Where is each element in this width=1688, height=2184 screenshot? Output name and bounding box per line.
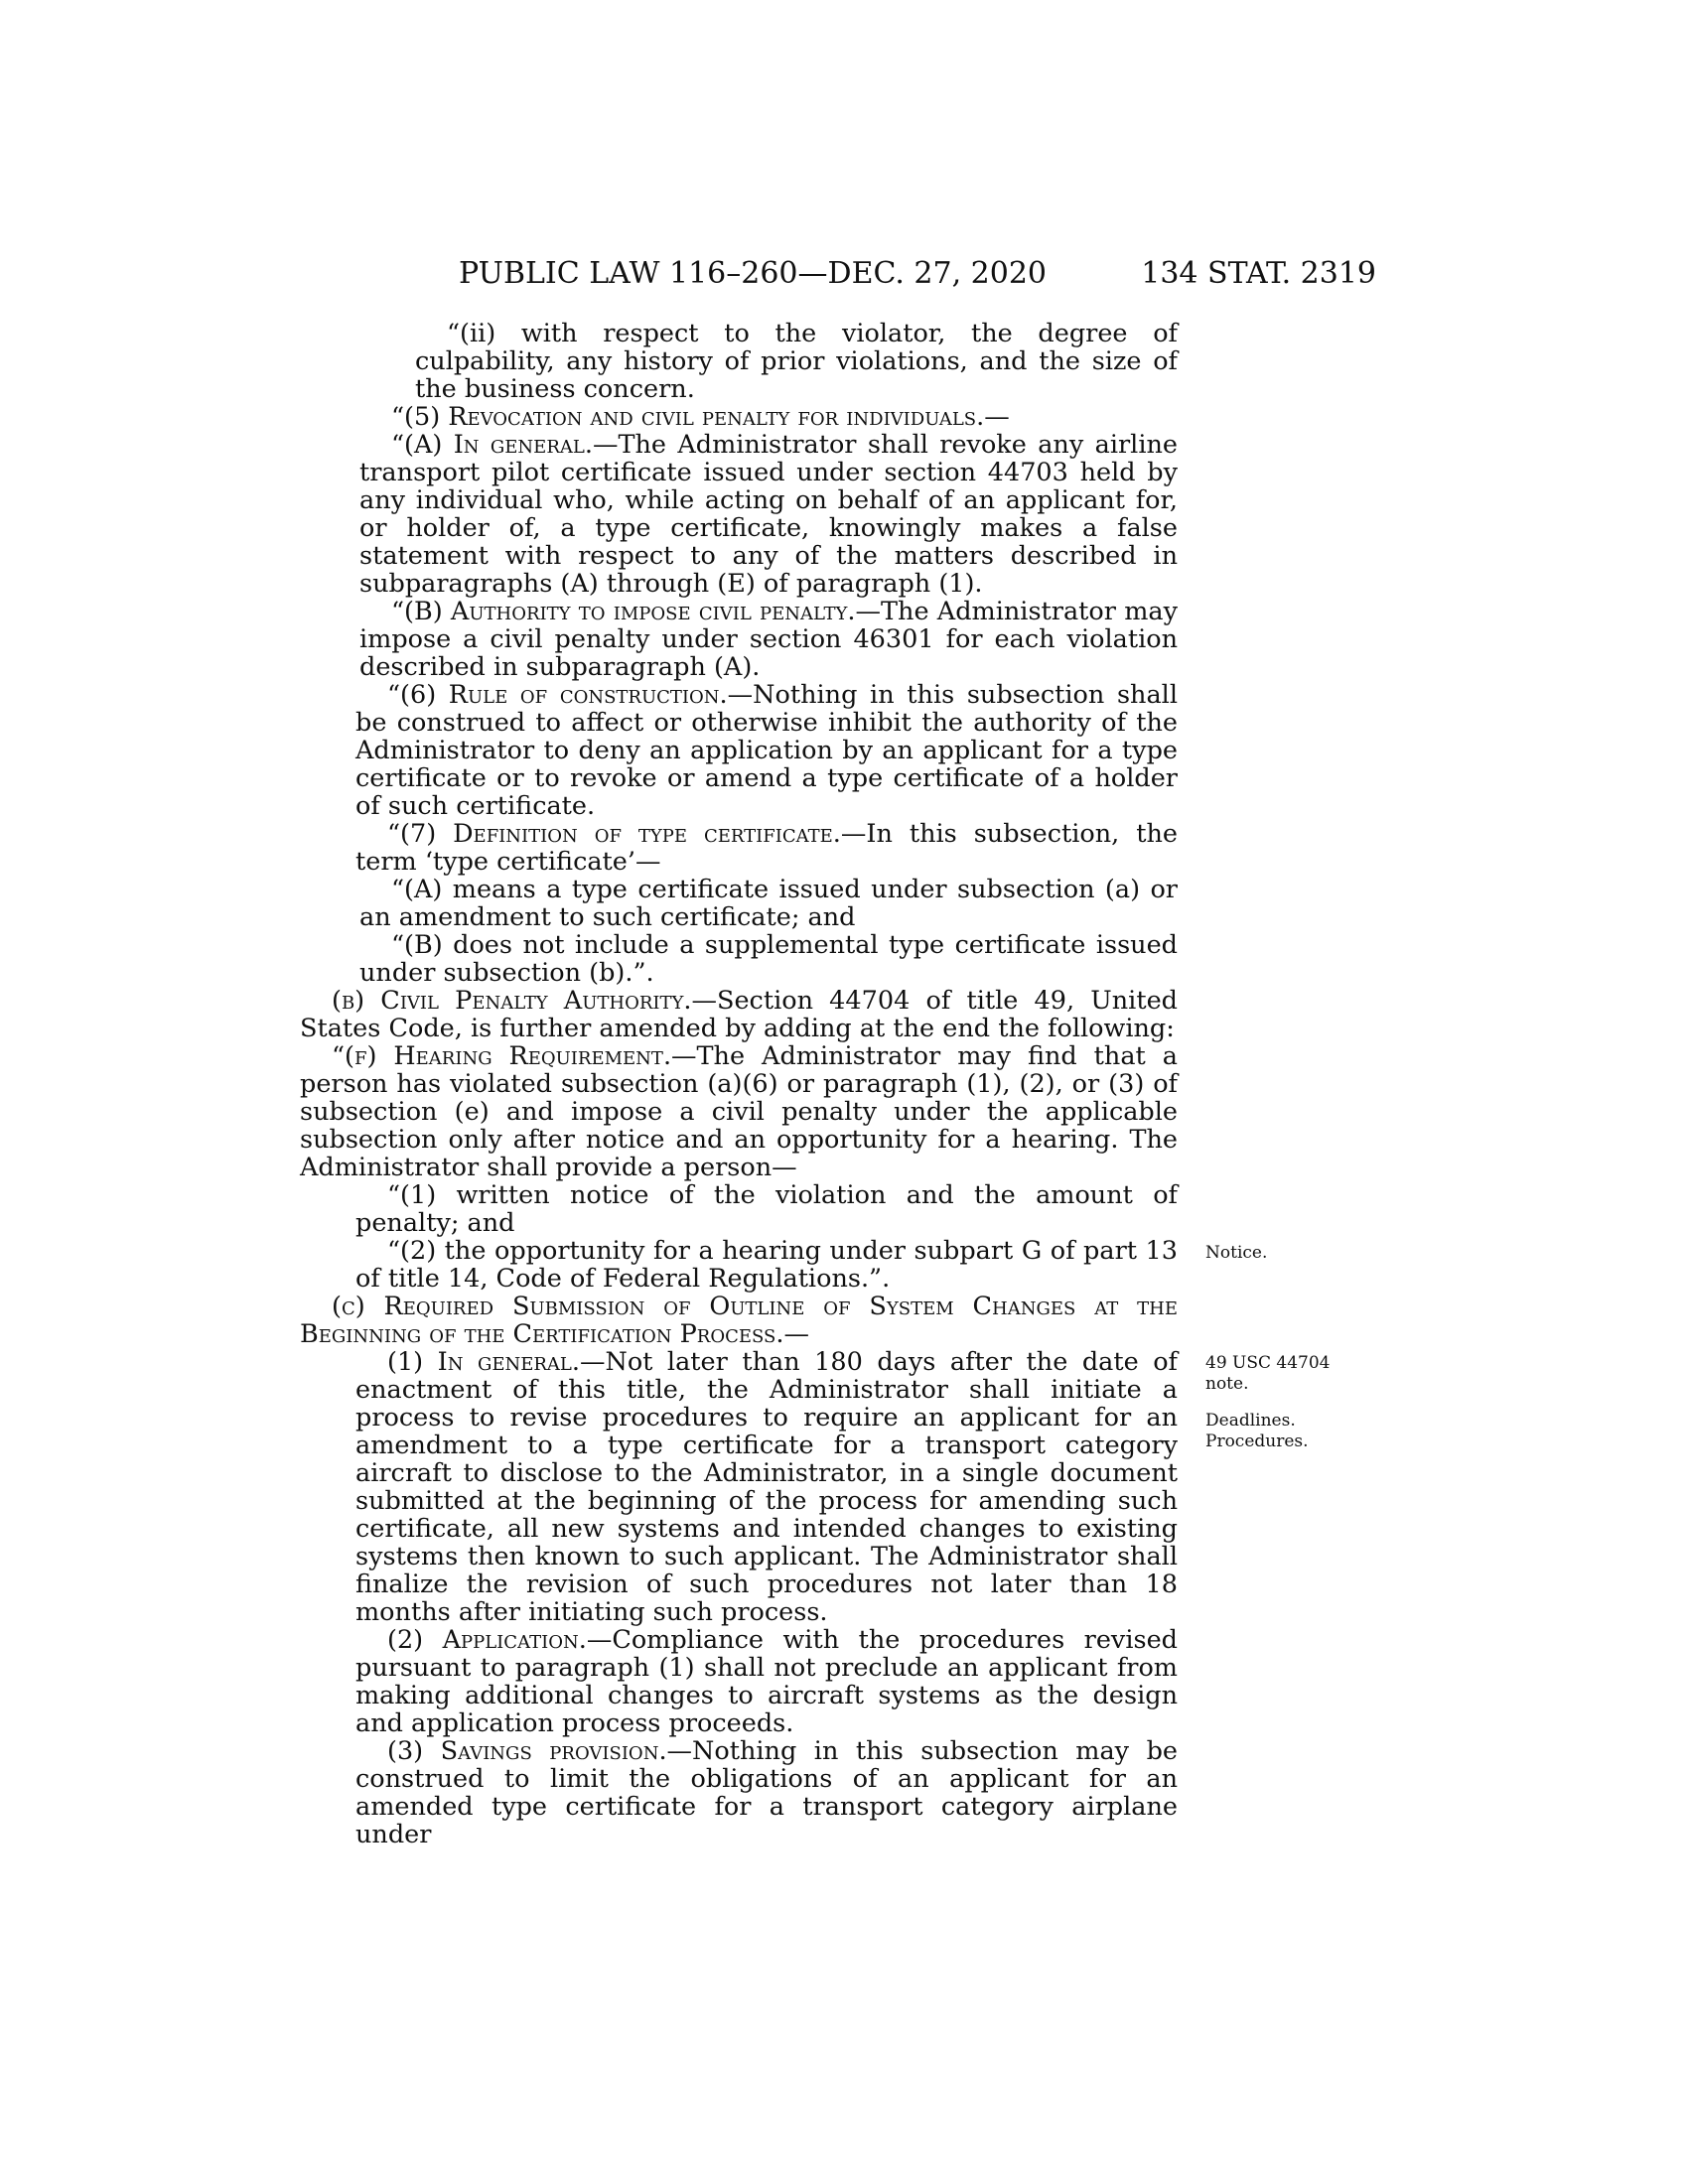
paragraph-5-heading	[300, 403, 1178, 431]
subparagraph-7b-text: “(B) does not include a supplemental type certificate issued under subsection (b).”.	[359, 930, 1178, 988]
subsection-b-title: (b) Civil Penalty Authority.	[332, 986, 692, 1016]
paragraph-c2-text: —Compliance with the procedures revised pursuant to paragraph (1) shall not preclude an applicant from making additional changes to aircraft systems as the design and application process proceeds.	[355, 1625, 1178, 1738]
paragraph-5-title: “(5) Revocation and civil penalty for individuals.—	[391, 402, 1010, 432]
subparagraph-5b	[300, 598, 1178, 681]
paragraph-c3-title: (3) Savings provision.	[387, 1736, 667, 1766]
margin-note-deadlines-procedures	[1205, 1411, 1354, 1452]
item-f1-text: “(1) written notice of the violation and the amount of penalty; and	[355, 1180, 1178, 1238]
header-stat-page: 134 STAT. 2319	[1141, 256, 1376, 291]
paragraph-c3-text: —Nothing in this subsection may be construed to limit the obligations of an applicant for an amended type certificate for a transport category airplane under	[355, 1736, 1178, 1849]
item-f2-text: “(2) the opportunity for a hearing under subpart G of part 13 of title 14, Code of Federal Regulations.”.	[355, 1236, 1178, 1294]
margin-note-procedures: Procedures.	[1205, 1432, 1309, 1451]
margin-note-usc-line1: 49 USC 44704	[1205, 1353, 1331, 1373]
subsection-f	[300, 1042, 1178, 1181]
subparagraph-5b-text: —The Administrator may impose a civil penalty under section 46301 for each violation described in subparagraph (A).	[359, 597, 1178, 682]
header-law-citation: PUBLIC LAW 116–260—DEC. 27, 2020	[459, 256, 1048, 291]
paragraph-c1-title: (1) In general.	[387, 1347, 580, 1377]
subsection-c-title: (c) Required Submission of Outline of System Changes at the Beginning of the Certification Process.—	[300, 1292, 1178, 1349]
subsection-b	[300, 987, 1178, 1042]
subsection-b-text: —Section 44704 of title 49, United States Code, is further amended by adding at the end the following:	[300, 986, 1179, 1043]
paragraph-6-text: —Nothing in this subsection shall be construed to affect or otherwise inhibit the authority of the Administrator to deny an application by an applicant for a type certificate or to revoke or amend a type certificate of a holder of such certificate.	[355, 680, 1178, 821]
margin-note-usc-citation	[1205, 1353, 1354, 1395]
paragraph-7-title: “(7) Definition of type certificate.	[387, 819, 841, 849]
margin-note-usc-line2: note.	[1205, 1374, 1249, 1394]
page-header	[459, 254, 1376, 294]
subparagraph-5a-text: —The Administrator shall revoke any airline transport pilot certificate issued under section 44703 held by any individual who, while acting on behalf of an applicant for, or holder of, a type certificate, knowingly makes a false statement with respect to any of the matters described in subparagraphs (A) through (E) of paragraph (1).	[359, 430, 1178, 599]
subsection-f-title: “(f) Hearing Requirement.	[332, 1041, 672, 1071]
paragraph-7	[300, 820, 1178, 876]
subparagraph-5b-title: “(B) Authority to impose civil penalty.	[391, 597, 856, 626]
subparagraph-7b	[300, 931, 1178, 987]
subparagraph-5a-title: “(A) In general.	[391, 430, 593, 460]
subparagraph-5a	[300, 431, 1178, 598]
item-f1	[300, 1181, 1178, 1237]
paragraph-6	[300, 681, 1178, 820]
subsection-c-heading	[300, 1293, 1178, 1348]
paragraph-7-text: —In this subsection, the term ‘type certificate’—	[355, 819, 1178, 877]
paragraph-c2	[300, 1626, 1178, 1737]
paragraph-6-title: “(6) Rule of construction.	[387, 680, 728, 710]
paragraph-c3	[300, 1737, 1178, 1848]
subparagraph-7a	[300, 876, 1178, 931]
clause-ii-text: “(ii) with respect to the violator, the degree of culpability, any history of prior violations, and the size of the business concern.	[415, 319, 1178, 404]
paragraph-c2-title: (2) Application.	[387, 1625, 587, 1655]
margin-note-deadlines: Deadlines.	[1205, 1411, 1296, 1431]
statute-body	[300, 320, 1178, 1848]
subparagraph-7a-text: “(A) means a type certificate issued under subsection (a) or an amendment to such certificate; and	[359, 875, 1178, 932]
item-f2	[300, 1237, 1178, 1293]
subsection-f-text: —The Administrator may find that a person has violated subsection (a)(6) or paragraph (1), (2), or (3) of subsection (e) and impose a civil penalty under the applicable subsection only after notice and an opportunity for a hearing. The Administrator shall provide a person—	[300, 1041, 1178, 1182]
clause-ii	[300, 320, 1178, 403]
paragraph-c1	[300, 1348, 1178, 1626]
paragraph-c1-text: —Not later than 180 days after the date of enactment of this title, the Administrator shall initiate a process to revise procedures to require an applicant for an amendment to a type certificate for a transport category aircraft to disclose to the Administrator, in a single document submitted at the beginning of the process for amending such certificate, all new systems and intended changes to existing systems then known to such applicant. The Administrator shall finalize the revision of such procedures not later than 18 months after initiating such process.	[355, 1347, 1178, 1627]
margin-note-notice: Notice.	[1205, 1243, 1268, 1263]
